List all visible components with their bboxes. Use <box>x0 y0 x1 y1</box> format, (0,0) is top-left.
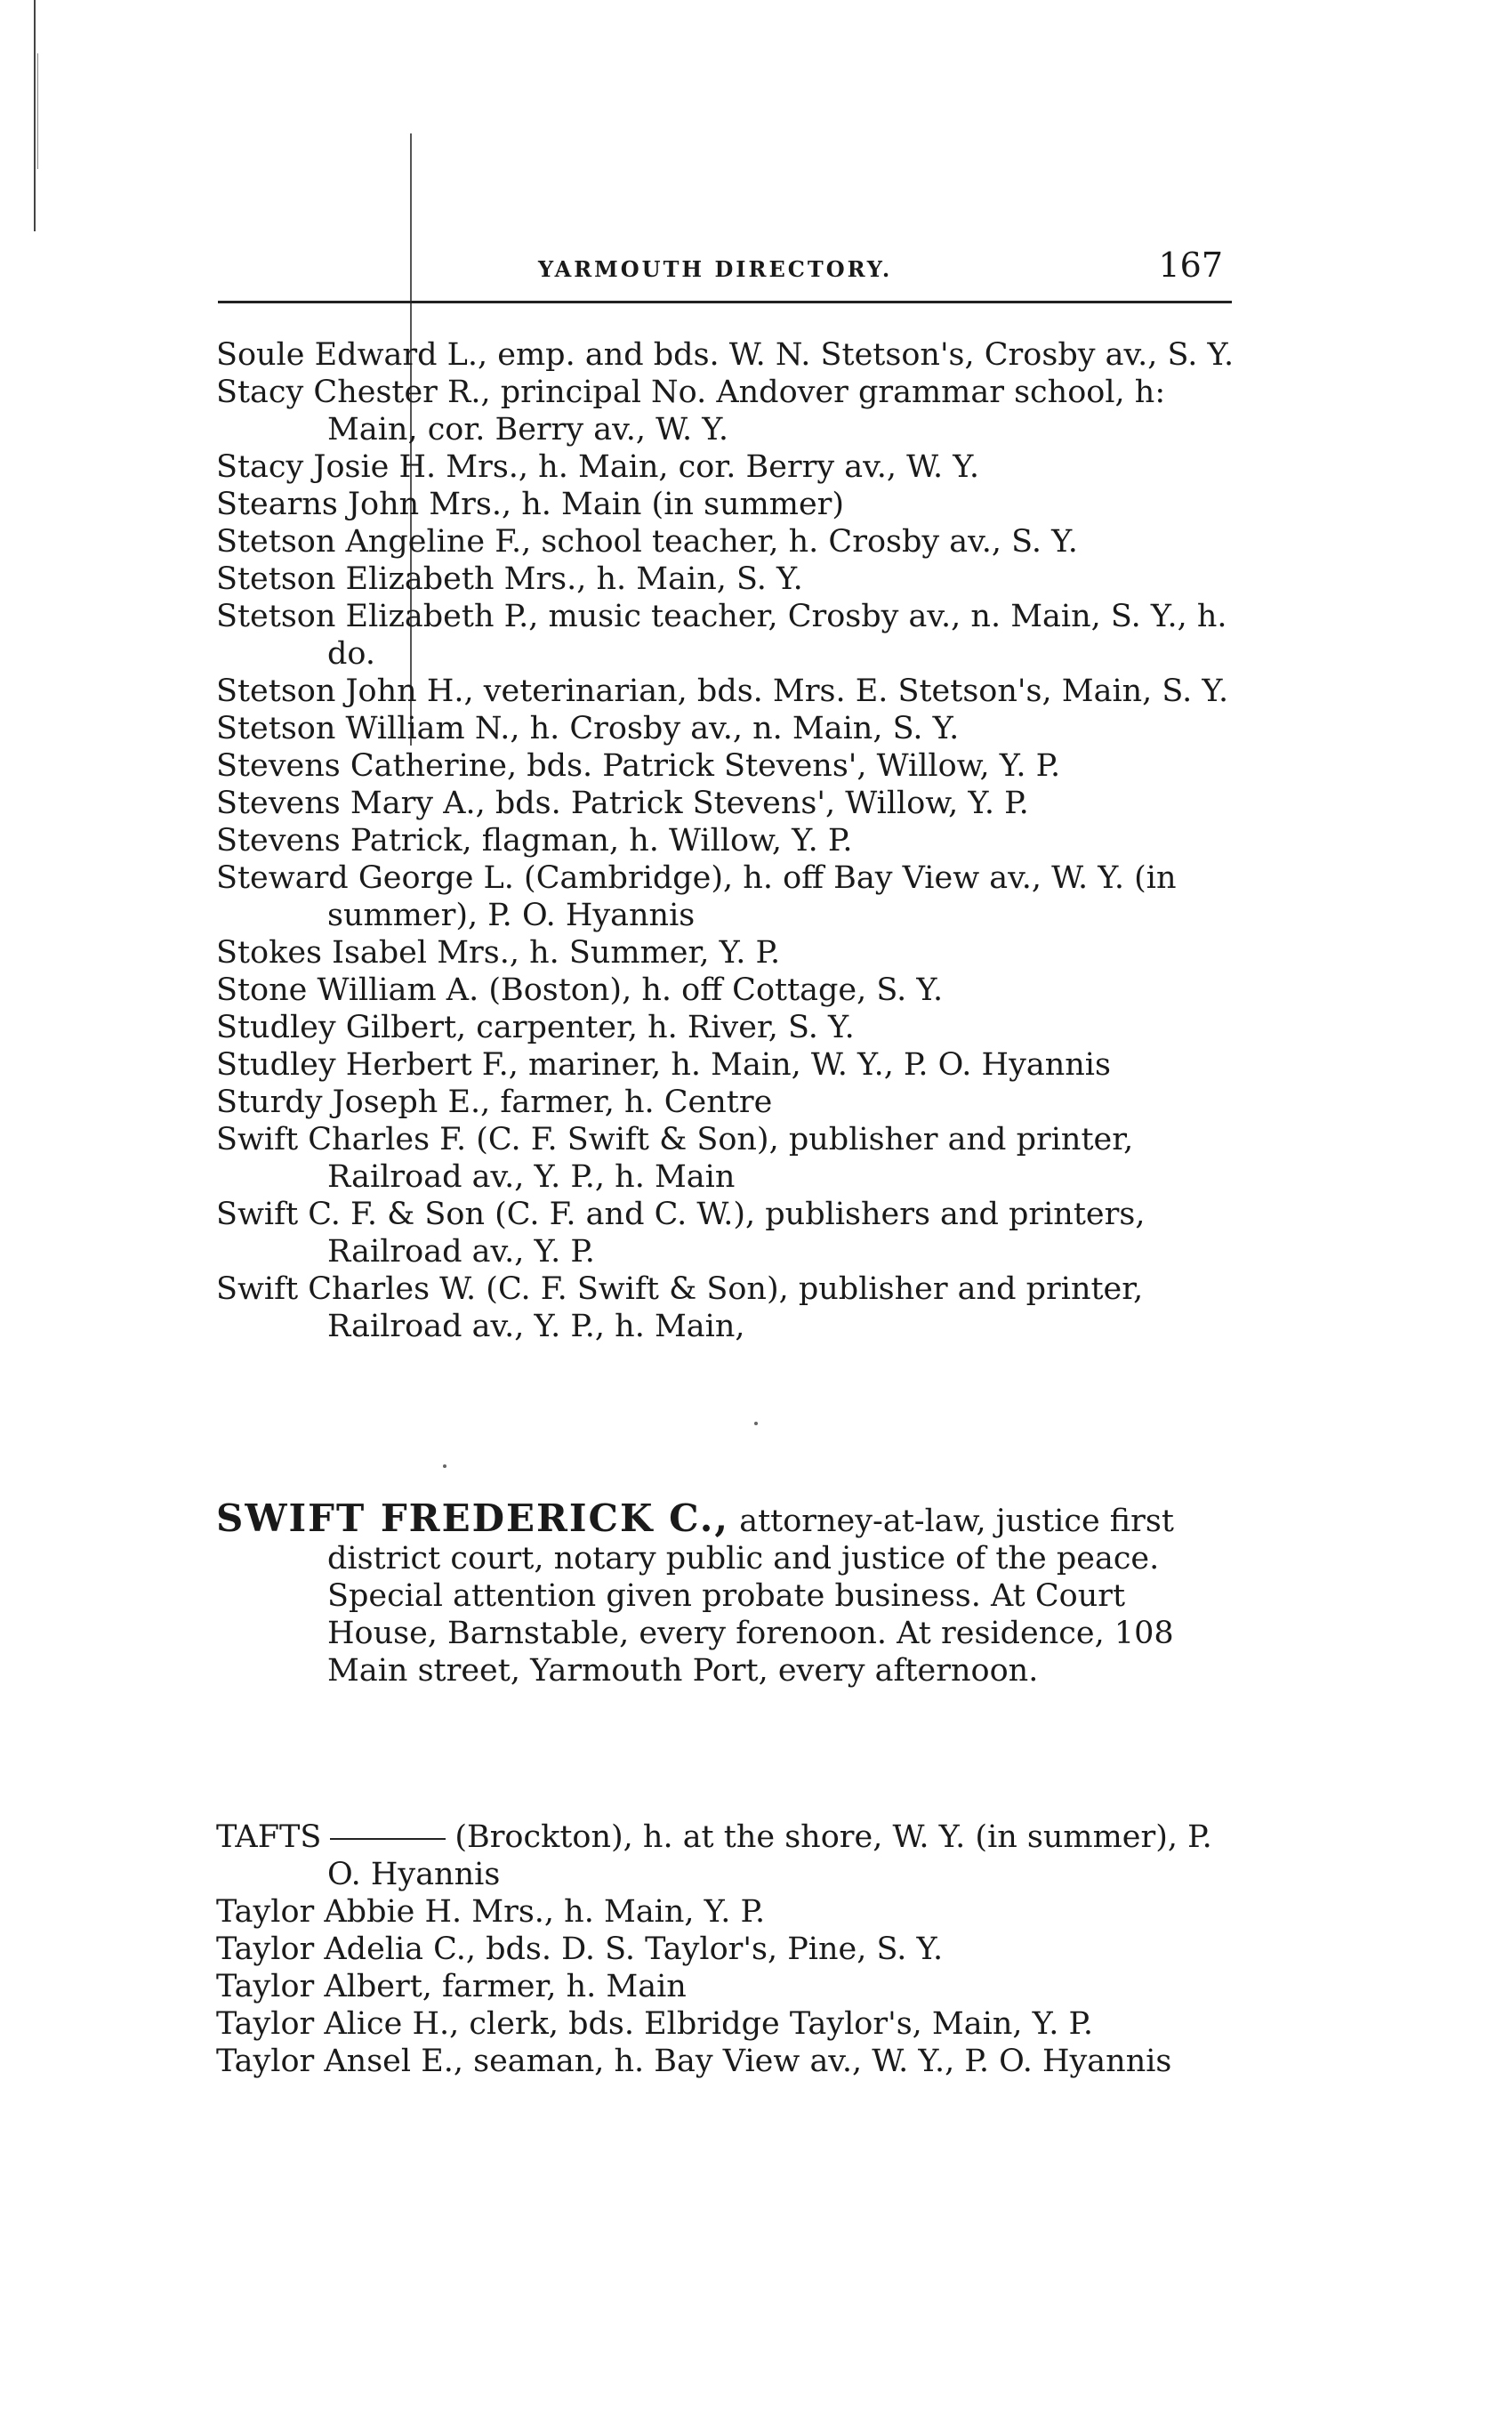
directory-entry: Soule Edward L., emp. and bds. W. N. Stetson's, Crosby av., S. Y. <box>216 337 1235 373</box>
featured-text: attorney-at-law, justice first district court, notary public and justice of the peace. Special attention given probate business. At Court House, Barnstable, every forenoon. At residence, 108 Main street, Yarmouth Port, every afternoon. <box>327 1504 1174 1689</box>
directory-entry: Stokes Isabel Mrs., h. Summer, Y. P. <box>216 935 781 971</box>
featured-name: SWIFT FREDERICK C., <box>216 1496 730 1540</box>
running-head: YARMOUTH DIRECTORY. <box>538 256 893 282</box>
directory-entry: Steward George L. (Cambridge), h. off Bay View av., W. Y. (in summer), P. O. Hyannis <box>216 860 1177 933</box>
featured-entry-block <box>216 1496 1239 1689</box>
name-dash <box>330 1838 446 1840</box>
directory-entry: Stacy Chester R., principal No. Andover grammar school, h: Main, cor. Berry av., W. Y. <box>216 375 1166 448</box>
directory-entry: Taylor Ansel E., seaman, h. Bay View av., W. Y., P. O. Hyannis <box>216 2044 1172 2079</box>
directory-entry: Swift Charles W. (C. F. Swift & Son), publisher and printer, Railroad av., Y. P., h. Main, <box>216 1271 1144 1344</box>
directory-entry: Stetson William N., h. Crosby av., n. Main, S. Y. <box>216 711 960 746</box>
print-speck <box>443 1464 446 1468</box>
directory-entry: Taylor Alice H., clerk, bds. Elbridge Taylor's, Main, Y. P. <box>216 2006 1094 2042</box>
tafts-name: TAFTS <box>216 1819 322 1855</box>
tafts-entry <box>216 1818 1239 1893</box>
directory-entry: Taylor Adelia C., bds. D. S. Taylor's, Pine, S. Y. <box>216 1931 944 1967</box>
directory-entry: Stevens Patrick, flagman, h. Willow, Y. P. <box>216 823 853 859</box>
header-rule <box>218 301 1232 303</box>
directory-entry: Stevens Catherine, bds. Patrick Stevens', Willow, Y. P. <box>216 748 1061 784</box>
directory-entry: Stacy Josie H. Mrs., h. Main, cor. Berry av., W. Y. <box>216 449 979 485</box>
scan-edge-line <box>34 0 36 231</box>
directory-entry: Stetson Angeline F., school teacher, h. Crosby av., S. Y. <box>216 524 1078 560</box>
directory-entry: Taylor Albert, farmer, h. Main <box>216 1969 687 2004</box>
directory-entry: Stetson Elizabeth Mrs., h. Main, S. Y. <box>216 561 803 597</box>
directory-entry: Stetson John H., veterinarian, bds. Mrs. E. Stetson's, Main, S. Y. <box>216 673 1229 709</box>
directory-entry: Studley Herbert F., mariner, h. Main, W. Y., P. O. Hyannis <box>216 1047 1111 1083</box>
scan-edge-line-secondary <box>37 53 38 169</box>
directory-entry: Stearns John Mrs., h. Main (in summer) <box>216 487 845 522</box>
print-speck <box>754 1422 758 1425</box>
page-number: 167 <box>1158 246 1223 285</box>
directory-entry: Stetson Elizabeth P., music teacher, Crosby av., n. Main, S. Y., h. do. <box>216 599 1227 672</box>
directory-entry: Swift Charles F. (C. F. Swift & Son), publisher and printer, Railroad av., Y. P., h. Main <box>216 1122 1134 1195</box>
entry-list <box>216 336 1239 1345</box>
directory-entry: Swift C. F. & Son (C. F. and C. W.), publishers and printers, Railroad av., Y. P. <box>216 1197 1146 1270</box>
directory-entry: Studley Gilbert, carpenter, h. River, S. Y. <box>216 1010 855 1045</box>
taylor-entry-list <box>216 1818 1239 2080</box>
directory-entry: Taylor Abbie H. Mrs., h. Main, Y. P. <box>216 1894 766 1930</box>
directory-entry: Stevens Mary A., bds. Patrick Stevens', Willow, Y. P. <box>216 786 1029 821</box>
directory-entry: Sturdy Joseph E., farmer, h. Centre <box>216 1085 773 1120</box>
page-header <box>218 246 1232 290</box>
tafts-text: (Brockton), h. at the shore, W. Y. (in summer), P. O. Hyannis <box>327 1819 1212 1892</box>
featured-entry <box>216 1496 1239 1689</box>
directory-entry: Stone William A. (Boston), h. off Cottage, S. Y. <box>216 972 944 1008</box>
